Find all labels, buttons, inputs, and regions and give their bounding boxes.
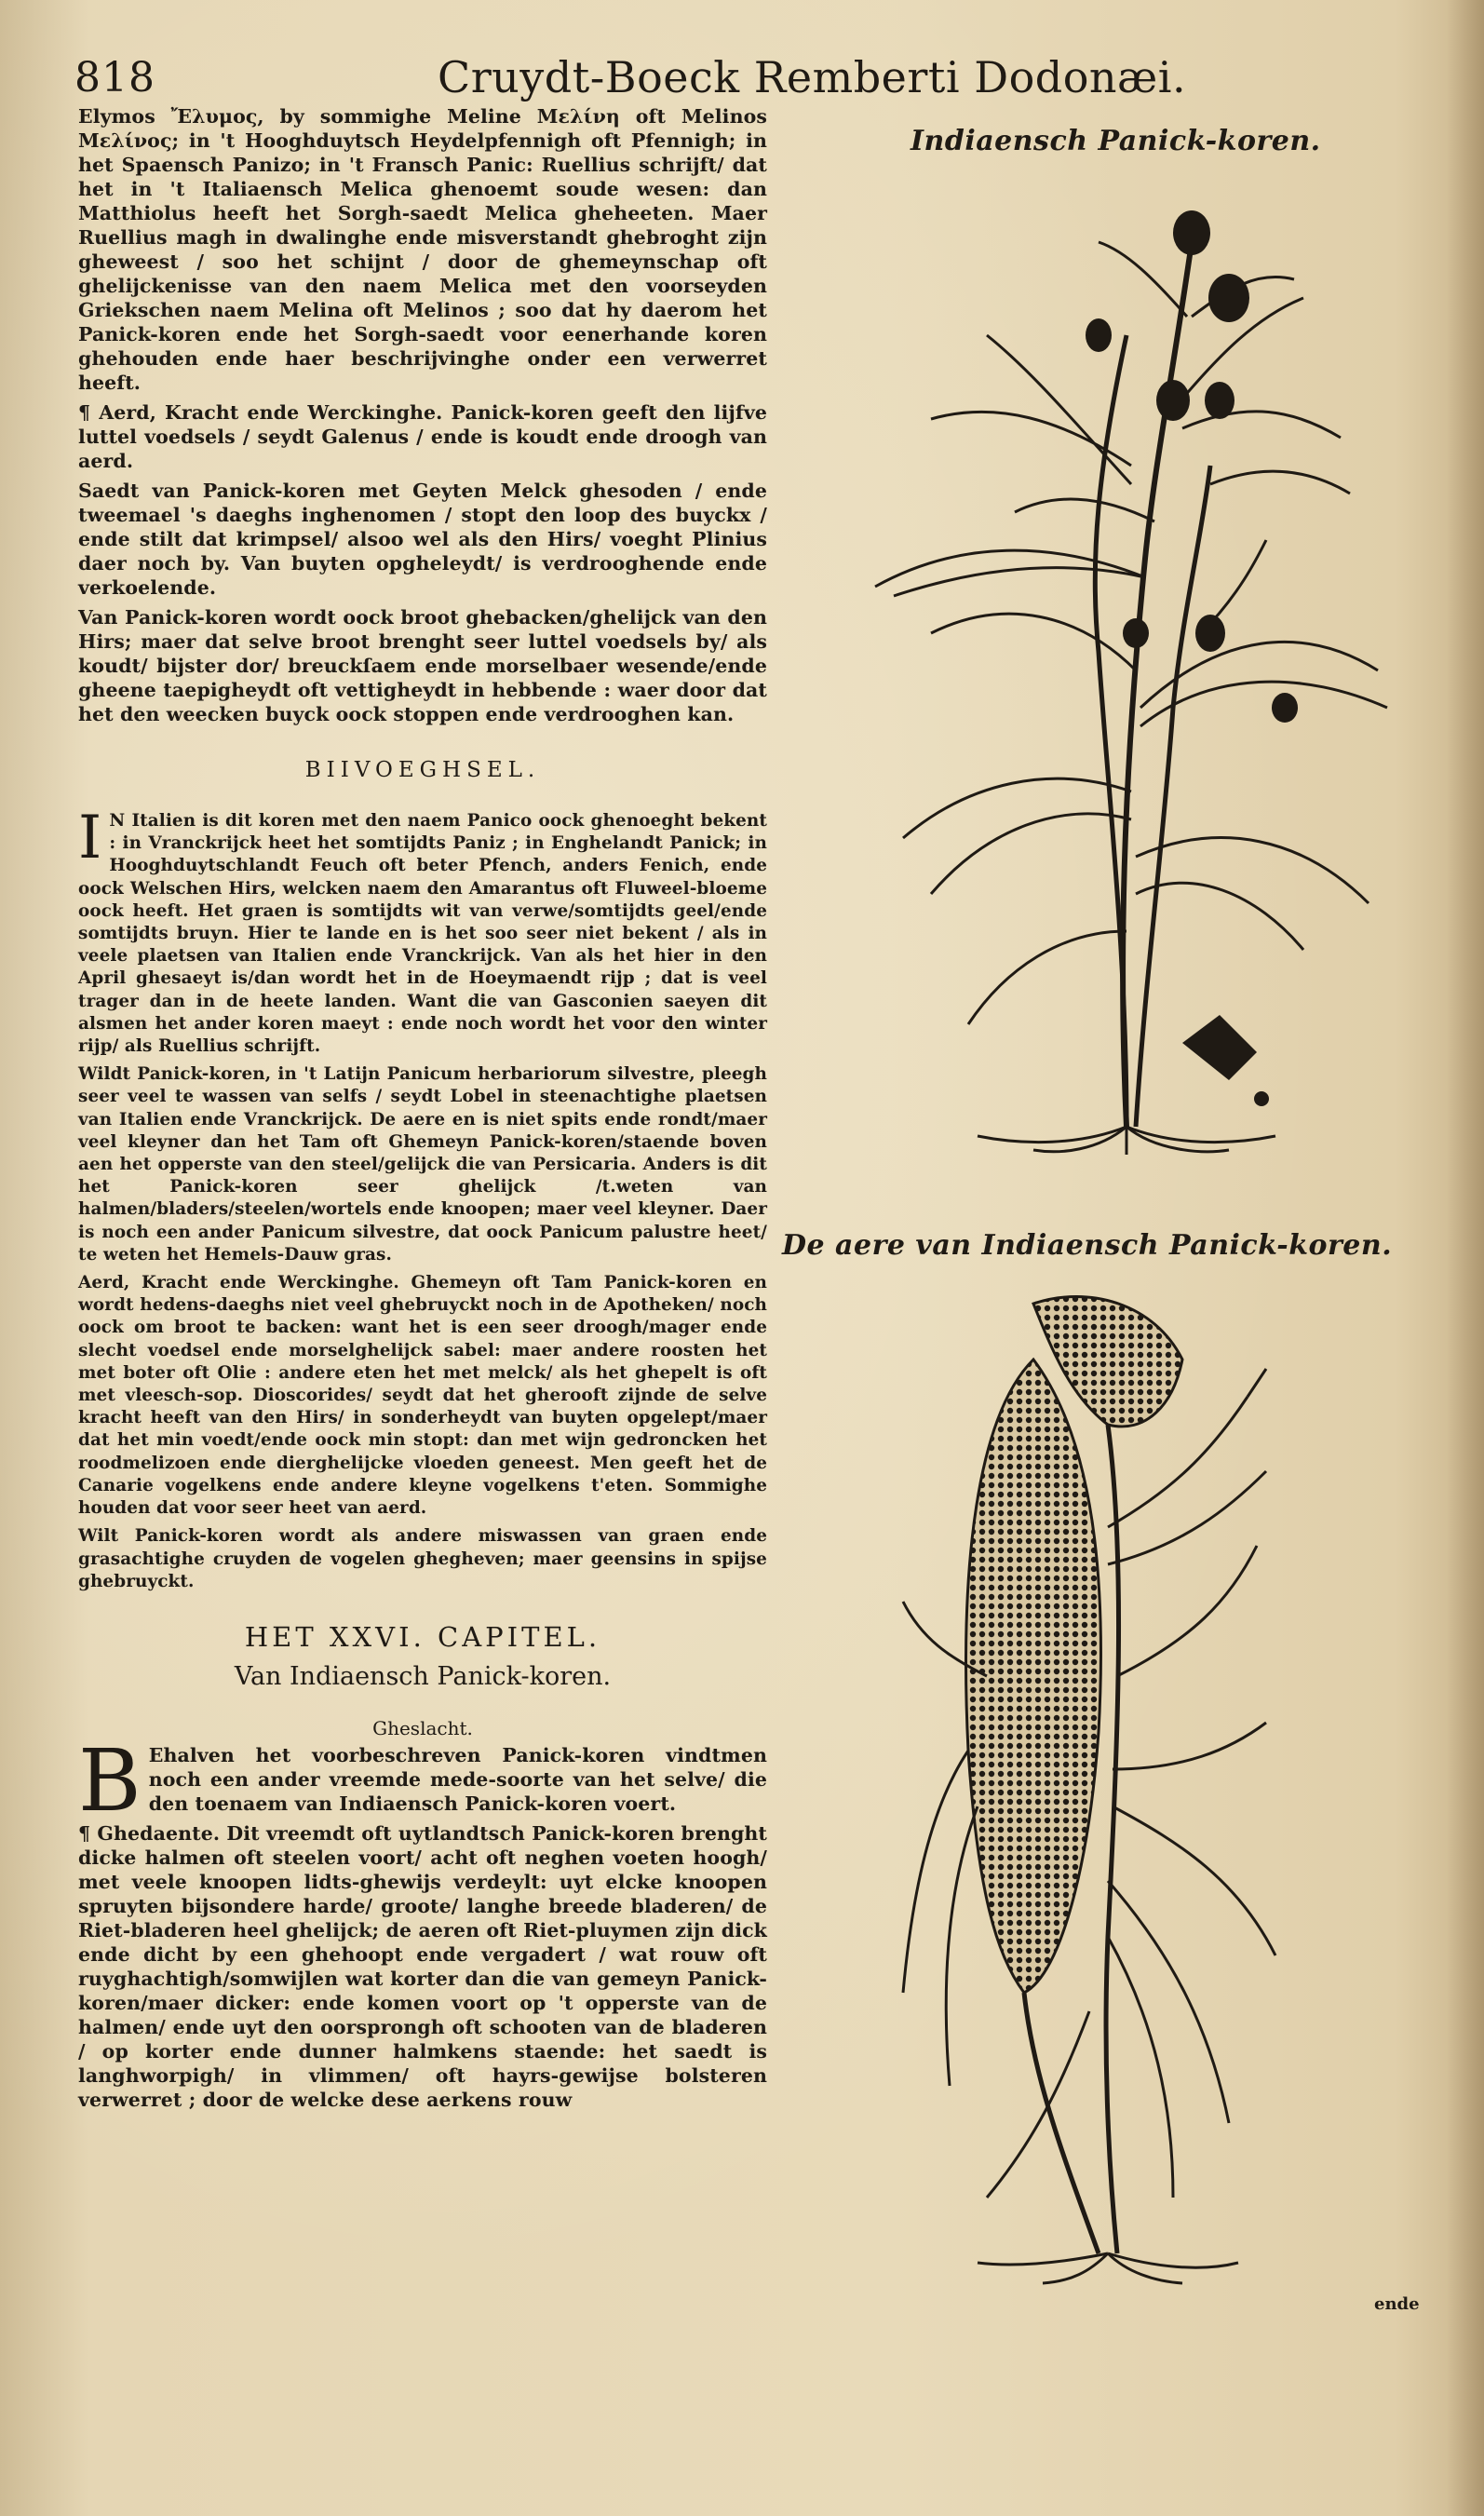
section-heading-biivoeghsel: BIIVOEGHSEL. <box>304 758 541 782</box>
chapter-subtitle: Van Indiaensch Panick-koren. <box>234 1661 612 1691</box>
grain-ear-woodcut-bottom <box>875 1285 1452 2291</box>
paragraph-shape: ¶ Ghedaente. Dit vreemdt oft uytlandtsch Panick-koren brenght dicke halmen oft steelen voort/ acht oft neghen voeten hoogh/ met veele knoopen lidts-ghewijs verdeylt: uyt elcke knoopen spruyten bijsondere harde/ groote/ langhe breede bladeren/ de Riet-bladeren heel ghelijck; de aeren oft Riet-pluymen zijn dick ende dicht by een ghehoopt ende vergadert / wat rouw oft ruyghachtigh/somwijlen wat korter dan die van gemeyn Panick-koren/maer dicker: ende komen voort op 't opperste van de halmen/ ende uyt den oorsprongh oft schooten van de bladeren / op korter ende dunner halmkens staende: het saedt is langhworpigh/ in vlimmen/ oft hayrs-gewijse bolsteren verwerret ; door de welcke dese aerkens rouw <box>78 1821 767 2111</box>
running-head: Cruydt-Boeck Remberti Dodonæi. <box>438 52 1187 102</box>
paragraph-italy-text: N Italien is dit koren met den naem Panico oock ghenoeght bekent : in Vranckrijck heet het somtijdts Paniz ; in Enghelandt Panick; in Hooghduytschlandt Feuch oft beter Pfench, anders Fenich, ende oock Welschen Hirs, welcken naem den Amarantus oft Fluweel-bloeme oock heeft. Het graen is somtijdts wit van verwe/somtijdts geel/ende somtijdts bruyn. Hier te lande en is het soo seer niet bekent / als in veele plaetsen van Italien ende Vranckrijck. Van als het hier in den April ghesaeyt is/dan wordt het in de Hoeymaendt rijp ; dat is veel trager dan in de heete landen. Want die van Gasconien saeyen dit alsmen het ander koren maeyt : ende noch wordt het voor den winter rijp/ als Ruellius schrijft. <box>78 811 767 1057</box>
figure-caption-bottom: De aere van Indiaensch Panick-koren. <box>782 1229 1393 1262</box>
paragraph-kind <box>78 1730 767 1831</box>
page-number: 818 <box>74 54 155 101</box>
figure-caption-top: Indiaensch Panick-koren. <box>911 125 1321 157</box>
drop-cap: I <box>78 804 102 872</box>
catchword: ende <box>1374 2294 1420 2314</box>
paragraph-wild-use: Wilt Panick-koren wordt als andere miswassen van graen ende grasachtighe cruyden de vogelen ghegheven; maer geensins in spijse ghebruyckt. <box>78 1526 767 1591</box>
paragraph-italy <box>78 804 767 1058</box>
text-column <box>78 104 767 2117</box>
paragraph-kind-text: Ehalven het voorbeschreven Panick-koren vindtmen noch een ander vreemde mede-soorte van het selve/ die den toenaem van Indiaensch Panick-koren voert. <box>148 1743 767 1815</box>
paragraph-names: Elymos Ἔλυμος, by sommighe Meline Μελίνη oft Melinos Μελίνος; in 't Hooghduytsch Heydelpfennigh oft Pfennigh; in het Spaensch Panizo; in 't Fransch Panic: Ruellius schrijft/ dat het in 't Italiaensch Melica ghenoemt soude wesen: dan Matthiolus heeft het Sorgh-saedt Melica gheheeten. Maer Ruellius magh in dwalinghe ende misverstandt ghebroght zijn gheweest / soo het schijnt / door de ghemeynschap oft ghelijckenisse van den naem Melica met den voorseyden Griekschen naem Melina oft Melinos ; soo dat hy daerom het Panick-koren ende het Sorgh-saedt voor eenerhande koren ghehouden ende haer beschrijvinghe onder een verwerret heeft. <box>78 105 767 394</box>
paragraph-properties-2: Aerd, Kracht ende Werckinghe. Ghemeyn oft Tam Panick-koren en wordt hedens-daeghs niet veel ghebruyckt noch in de Apotheken/ noch oock om broot te backen: want het is een seer droogh/mager ende slecht voedsel ende morselghelijck sabel: maer andere roosten het met boter oft Olie : andere eten het met melck/ als het ghepelt is oft met vleesch-sop. Dioscorides/ seydt dat het gherooft zijnde de selve kracht heeft van den Hirs/ in sonderheydt van buyten opgelept/maer dat het min voedt/ende oock min stopt: dan met wijn gedroncken het roodmelizoen ende dierghelijcke vloeden geneest. Men geeft het de Canarie vogelkens ende andere kleyne vogelkens t'eten. Sommighe houden dat voor seer heet van aerd. <box>78 1273 767 1519</box>
paragraph-bread: Van Panick-koren wordt oock broot ghebacken/ghelijck van den Hirs; maer dat selve broot brenght seer luttel voedsels by/ als koudt/ bijster dor/ breuckſaem ende morselbaer wesende/ende gheene taepigheydt oft vettigheydt in hebbende : waer door dat het den weecken buyck oock stoppen ende verdrooghen kan. <box>78 606 767 725</box>
paragraph-seed-remedy: Saedt van Panick-koren met Geyten Melck ghesoden / ende tweemael 's daeghs inghenomen / stopt den loop des buyckx / ende stilt dat krimpsel/ alsoo wel als den Hirs/ voeght Plinius daer noch by. Van buyten opgheleydt/ is verdrooghende ende verkoelende. <box>78 480 767 599</box>
paragraph-wild-panick: Wildt Panick-koren, in 't Latijn Panicum herbariorum silvestre, pleegh seer veel te wassen van selfs / seydt Lobel in steenachtighe plaetsen van Italien ende Vranckrijck. De aere en is niet spits ende rondt/maer veel kleyner dan het Tam oft Ghemeyn Panick-koren/staende boven aen het opperste van den steel/gelijck die van Persicaria. Anders is dit het Panick-koren seer ghelijck /t.weten van halmen/bladers/steelen/wortels ende knoopen; maer veel kleyner. Daer is noch een ander Panicum silvestre, dat oock Panicum palustre heet/ te weten het Hemels-Dauw gras. <box>78 1064 767 1265</box>
section-label-gheslacht: Gheslacht. <box>372 1716 473 1739</box>
page-header <box>0 35 1484 110</box>
plant-woodcut-top <box>819 186 1452 1155</box>
drop-cap-b: B <box>78 1730 142 1831</box>
paragraph-properties: ¶ Aerd, Kracht ende Werckinghe. Panick-koren geeft den lijfve luttel voedsels / seydt Galenus / ende is koudt ende droogh van aerd. <box>78 401 767 472</box>
page-gutter-shadow <box>1447 0 1484 2516</box>
chapter-heading: HET XXVI. CAPITEL. <box>244 1620 601 1653</box>
